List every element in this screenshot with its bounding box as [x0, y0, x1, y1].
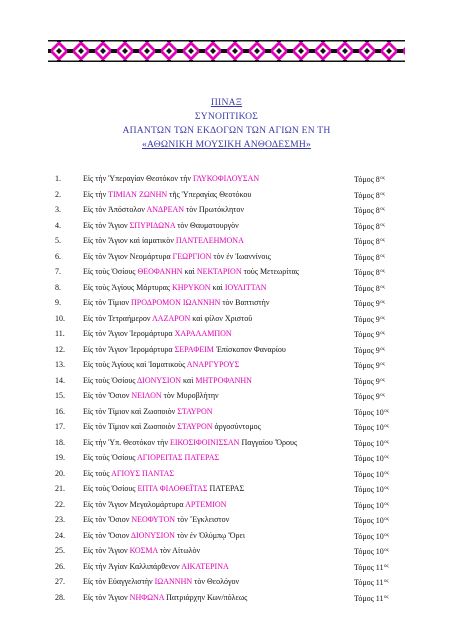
entry-volume-label: Τόμος 8 — [354, 237, 380, 246]
entry-volume — [354, 264, 385, 281]
entry-volume-label: Τόμος 9 — [354, 330, 380, 339]
entry-volume-suffix: ος — [384, 455, 389, 460]
entry-saint-name: ΔΙΟΝΥΣΙΟΝ — [130, 530, 175, 540]
entry-text — [83, 295, 269, 311]
list-item — [0, 528, 453, 544]
entry-volume-suffix: ος — [384, 532, 389, 538]
entry-volume-label: Τόμος 11 — [354, 562, 384, 572]
entry-saint-name: ΑΓΙΟΡΕΙΤΑΣ ΠΑΤΕΡΑΣ — [137, 453, 220, 462]
entry-number: 6. — [55, 251, 61, 261]
entry-saint-name: ΝΗΦΩΝΑ — [129, 592, 165, 602]
entry-text — [83, 357, 239, 373]
entry-number: 24. — [55, 530, 65, 540]
entry-text-part: Εἰς τὸν Ἅγιον — [83, 546, 130, 555]
entry-saint-name: ΙΟΥΛΙΤΤΑΝ — [224, 282, 267, 292]
entry-number: 10. — [55, 313, 65, 323]
entry-volume-label: Τόμος 11 — [354, 578, 384, 587]
list-item — [0, 264, 453, 280]
entry-volume — [354, 249, 385, 266]
list-item — [0, 481, 453, 497]
entry-text-part: τῆς Ὑπεραγίας Θεοτόκου — [167, 189, 252, 199]
entry-volume-suffix: ος — [380, 176, 385, 181]
entry-volume-label: Τόμος 10 — [354, 423, 384, 432]
entry-saint-name: ΣΠΥΡΙΔΩΝΑ — [129, 220, 176, 230]
entry-text-part: Εἰς τὴν Ὑπ. Θεοτόκον τὴν — [83, 437, 170, 447]
list-item — [0, 404, 453, 420]
list-item — [0, 202, 453, 218]
entry-text-part: Εἰς τοὺς Ἁγίους Μάρτυρας — [83, 282, 172, 292]
entry-volume-label: Τόμος 10 — [354, 454, 384, 463]
entry-saint-name: ΙΩΑΝΝΗΝ — [154, 577, 193, 586]
entry-saint-name: ΓΕΩΡΓΙΟΝ — [172, 251, 212, 261]
entry-text-part: Ἐπίσκοπον Φαναρίου — [213, 344, 286, 354]
entry-saint-name: ΚΗΡΥΚΟΝ — [171, 282, 211, 292]
entry-saint-name: ΣΤΑΥΡΟΝ — [177, 406, 213, 416]
entry-volume-suffix: ος — [384, 501, 389, 507]
entry-text-part: ΠΑΤΕΡΑΣ — [207, 484, 245, 493]
entry-text-part: Εἰς τοὺς Ὁσίους — [83, 267, 138, 276]
entry-text-part: καὶ φίλον Χριστοῦ — [190, 313, 253, 323]
entry-text-part: Εἰς τοὺς — [83, 468, 112, 478]
entry-number: 3. — [55, 205, 61, 214]
entry-volume-label: Τόμος 11 — [354, 593, 384, 603]
entry-text — [83, 373, 252, 389]
entry-text-part: Εἰς τὸν Ὅσιον — [83, 530, 131, 540]
entry-text — [83, 311, 252, 327]
entry-text-part: Εἰς τὸν Ἅγιον Ἱερομάρτυρα — [83, 329, 175, 338]
entry-volume-label: Τόμος 9 — [354, 392, 380, 401]
entry-number: 27. — [55, 577, 65, 586]
entry-number: 2. — [55, 189, 61, 199]
entry-text — [83, 404, 213, 420]
entry-text — [83, 326, 232, 342]
list-item — [0, 373, 453, 389]
entry-text — [83, 497, 226, 513]
entry-volume-label: Τόμος 8 — [354, 206, 380, 215]
entry-text-part: Εἰς τὸν Εὐαγγελιστὴν — [83, 577, 155, 586]
title-line-3: ΑΠΑΝΤΩΝ ΤΩΝ ΕΚΔΟΓΩΝ ΤΩΝ ΑΓΙΩΝ ΕΝ ΤΗ — [122, 125, 331, 136]
entry-volume — [354, 512, 389, 529]
entry-volume — [354, 311, 385, 328]
entry-text — [83, 528, 245, 544]
entry-volume — [354, 233, 385, 250]
entry-volume-suffix: ος — [384, 517, 389, 522]
entry-volume — [354, 497, 389, 514]
entry-volume-label: Τόμος 10 — [354, 438, 384, 448]
entry-text — [83, 450, 219, 466]
entry-saint-name: ΛΑΖΑΡΟΝ — [152, 313, 191, 323]
entry-volume-suffix: ος — [380, 207, 385, 212]
entry-volume-suffix: ος — [380, 331, 385, 336]
list-item — [0, 512, 453, 528]
entry-volume-label: Τόμος 10 — [354, 500, 384, 510]
entry-volume-label: Τόμος 10 — [354, 469, 384, 479]
entry-volume-suffix: ος — [380, 300, 385, 305]
entry-volume-suffix: ος — [384, 439, 389, 445]
entry-volume-suffix: ος — [384, 579, 389, 584]
entry-text — [83, 481, 244, 497]
title-line-2: ΣΥΝΟΠΤΙΚΟΣ — [194, 111, 259, 122]
entry-text — [83, 280, 267, 296]
entry-volume — [354, 171, 385, 188]
entry-volume-label: Τόμος 10 — [354, 531, 384, 541]
entry-text — [83, 559, 229, 575]
entry-text-part: τὸν Μυροβλήτην — [161, 391, 219, 400]
list-item — [0, 342, 453, 358]
entry-number: 23. — [55, 515, 65, 524]
entry-volume — [354, 481, 389, 498]
entry-text-part: τὸν Αἰτωλὸν — [157, 546, 201, 555]
entry-text — [83, 342, 286, 358]
entry-number: 4. — [55, 220, 61, 230]
entry-volume — [354, 590, 388, 607]
entry-number: 19. — [55, 453, 65, 462]
entry-volume-label: Τόμος 9 — [354, 376, 380, 386]
entry-text — [83, 171, 259, 187]
entry-number: 20. — [55, 468, 65, 478]
entry-text — [83, 419, 261, 435]
entry-number: 26. — [55, 561, 65, 571]
entry-volume — [354, 295, 385, 312]
entry-text — [83, 187, 251, 203]
entry-text — [83, 466, 174, 482]
list-item — [0, 590, 453, 606]
entry-text-part: Εἰς τὸν Ἅγιον Ἱερομάρτυρα — [83, 344, 175, 354]
list-item — [0, 171, 453, 187]
entry-volume — [354, 435, 389, 452]
entry-text-part: τὸν Θαυματουργὸν — [175, 220, 239, 230]
entry-text-part: τὸν ἐν Ὀλύμπῳ Ὄρει — [174, 530, 246, 540]
entry-saint-name: ΕΠΤΑ ΦΙΛΟΘΕΪΤΑΣ — [137, 484, 208, 493]
entry-text-part: Εἰς τοὺς Ἁγίους καὶ Ἰαματικοὺς — [83, 360, 187, 369]
title-line-4: «ΑΘΩΝΙΚΗ ΜΟΥΣΙΚΗ ΑΝΘΟΔΕΣΜΗ» — [142, 139, 311, 150]
entry-number: 28. — [55, 592, 65, 602]
entry-text-part: Εἰς τὸν Ὅσιον — [83, 391, 132, 400]
entry-number: 5. — [55, 236, 61, 245]
entry-number: 15. — [55, 391, 65, 400]
entry-volume-suffix: ος — [384, 486, 389, 491]
entry-volume-suffix: ος — [384, 594, 389, 600]
entry-volume — [354, 280, 385, 297]
list-item — [0, 187, 453, 203]
entry-number: 8. — [55, 282, 61, 292]
entry-text — [83, 249, 271, 265]
entry-number: 16. — [55, 406, 65, 416]
entry-volume — [354, 326, 385, 343]
entry-volume — [354, 574, 388, 591]
entry-volume-label: Τόμος 8 — [354, 221, 380, 231]
list-item — [0, 249, 453, 265]
entry-text-part: Πατριάρχην Κων/πόλεως — [164, 592, 248, 602]
entry-text — [83, 574, 239, 590]
entry-number: 18. — [55, 437, 65, 447]
entry-saint-name: ΑΓΙΟΥΣ ΠΑΝΤΑΣ — [111, 468, 174, 478]
title-line-1: ΠΙΝΑΞ — [210, 97, 243, 108]
entry-number: 14. — [55, 375, 65, 385]
entry-volume — [354, 373, 385, 390]
entry-saint-name: ΜΗΤΡΟΦΑΝΗΝ — [195, 375, 252, 385]
entry-text-part: τὸν Πρωτόκλητον — [184, 205, 244, 214]
entry-text-part: Εἰς τὸν Ἅγιον καὶ ἰαματικὸν — [83, 236, 176, 245]
list-item — [0, 435, 453, 451]
entry-volume-suffix: ος — [380, 393, 385, 398]
entry-text-part: Εἰς τὴν Ἁγίαν Καλλιπάρθενον — [83, 561, 182, 571]
list-item — [0, 357, 453, 373]
entry-text-part: Εἰς τὴν Ὑπεραγίαν Θεοτόκον τὴν — [83, 174, 194, 183]
entry-number: 11. — [55, 329, 65, 338]
entry-volume-label: Τόμος 8 — [354, 175, 380, 184]
entry-volume — [354, 388, 385, 405]
entry-volume-label: Τόμος 9 — [354, 299, 380, 308]
entry-text-part: Εἰς τοὺς Ὁσίους — [83, 375, 138, 385]
entry-text-part: Εἰς τὸν Ἅγιον Μεγαλομάρτυρα — [83, 499, 186, 509]
list-item — [0, 497, 453, 513]
entry-text-part: Εἰς τοὺς Ὁσίους — [83, 484, 138, 493]
entry-text-part: τὸν Βαπτιστὴν — [220, 298, 270, 307]
entry-text-part: τὸν Ἔγκλειστον — [175, 515, 230, 524]
entry-saint-name: ΤΙΜΙΑΝ ΖΩΝΗΝ — [108, 189, 168, 199]
entry-saint-name: ΑΡΤΕΜΙΟΝ — [185, 499, 227, 509]
entry-volume-suffix: ος — [380, 315, 385, 321]
entry-saint-name: ΝΕΚΤΑΡΙΟΝ — [196, 267, 242, 276]
entry-number: 1. — [55, 174, 61, 183]
entry-number: 12. — [55, 344, 65, 354]
entry-volume-label: Τόμος 9 — [354, 314, 380, 324]
entry-volume-label: Τόμος 8 — [354, 190, 380, 200]
entry-saint-name: ΣΕΡΑΦΕΙΜ — [174, 344, 214, 354]
entry-text-part: Εἰς τοὺς Ὁσίους — [83, 453, 138, 462]
entry-number: 21. — [55, 484, 65, 493]
entry-text-part: Εἰς τὸν Ἅγιον Νεομάρτυρα — [83, 251, 173, 261]
entry-text-part: Εἰς τὸν Τίμιον καὶ Ζωοποιὸν — [83, 422, 178, 431]
entry-volume-label: Τόμος 9 — [354, 361, 380, 370]
document-title — [0, 96, 453, 152]
entry-volume-suffix: ος — [380, 238, 385, 243]
entry-text-part: τὸν ἐν Ἰωαννίνοις — [211, 251, 271, 261]
entry-volume — [354, 419, 389, 436]
entry-volume — [354, 342, 385, 359]
list-item — [0, 388, 453, 404]
list-item — [0, 466, 453, 482]
entry-text-part: Εἰς τὸν Ἀπόστολον — [83, 205, 147, 214]
entry-volume — [354, 404, 389, 421]
entry-volume — [354, 450, 389, 467]
entry-volume-suffix: ος — [380, 362, 385, 367]
list-item — [0, 559, 453, 575]
entry-saint-name: ΘΕΟΦΑΝΗΝ — [137, 267, 183, 276]
entry-number: 25. — [55, 546, 65, 555]
entry-text-part: καὶ — [181, 375, 196, 385]
entry-number: 9. — [55, 298, 61, 307]
entry-text — [83, 388, 219, 404]
list-item — [0, 311, 453, 327]
entry-text — [83, 202, 244, 218]
list-item — [0, 419, 453, 435]
entry-volume-label: Τόμος 8 — [354, 268, 380, 277]
entry-volume-suffix: ος — [384, 424, 389, 429]
entry-text-part: ἀργοσύντομος — [212, 422, 261, 431]
list-item — [0, 450, 453, 466]
entry-saint-name: ΑΙΚΑΤΕΡΙΝΑ — [181, 561, 229, 571]
list-item — [0, 280, 453, 296]
list-item — [0, 543, 453, 559]
entry-text-part: Εἰς τὸν Ὅσιον — [83, 515, 132, 524]
entry-volume-suffix: ος — [380, 346, 385, 352]
entry-volume-label: Τόμος 10 — [354, 485, 384, 494]
entry-volume — [354, 466, 389, 483]
entry-text-part: τοὺς Μετεωρίτας — [241, 267, 299, 276]
entry-saint-name: ΑΝΑΡΓΥΡΟΥΣ — [186, 360, 240, 369]
entry-saint-name: ΚΟΣΜΑ — [129, 546, 158, 555]
entry-volume-suffix: ος — [384, 548, 389, 553]
entry-text-part: τὸν Θεολόγον — [192, 577, 240, 586]
entry-text — [83, 264, 299, 280]
entry-number: 22. — [55, 499, 65, 509]
entry-text — [83, 543, 200, 559]
entry-volume — [354, 559, 388, 576]
entry-text-part: Εἰς τὸν Τετραήμερον — [83, 313, 152, 323]
entry-volume-suffix: ος — [384, 408, 389, 414]
entry-text — [83, 435, 297, 451]
entry-volume — [354, 187, 385, 204]
entry-saint-name: ΠΡΟΔΡΟΜΟΝ ΙΩΑΝΝΗΝ — [131, 298, 221, 307]
entry-volume-suffix: ος — [380, 222, 385, 228]
entry-text-part: καὶ — [210, 282, 225, 292]
list-item — [0, 295, 453, 311]
entry-volume-suffix: ος — [380, 284, 385, 290]
list-item — [0, 218, 453, 234]
entry-saint-name: ΝΕΟΦΥΤΟΝ — [131, 515, 176, 524]
entry-volume-suffix: ος — [380, 191, 385, 197]
entry-volume-suffix: ος — [384, 470, 389, 476]
entry-saint-name: ΕΙΚΟΣΙΦΟΙΝΙΣΣΑΝ — [169, 437, 240, 447]
list-item — [0, 233, 453, 249]
entry-volume-suffix: ος — [380, 377, 385, 383]
entry-volume-suffix: ος — [380, 269, 385, 274]
entry-volume — [354, 218, 385, 235]
entry-text-part: Εἰς τὸν Τίμιον καὶ Ζωοποιὸν — [83, 406, 178, 416]
entry-volume-suffix: ος — [384, 563, 389, 569]
entry-volume — [354, 528, 389, 545]
entry-volume-label: Τόμος 10 — [354, 547, 384, 556]
entry-text — [83, 233, 244, 249]
entry-saint-name: ΧΑΡΑΛΑΜΠΟΝ — [174, 329, 232, 338]
entry-number: 13. — [55, 360, 65, 369]
entry-text-part: Εἰς τὸν Ἅγιον — [83, 592, 130, 602]
entry-saint-name: ΝΕΙΛΟΝ — [131, 391, 162, 400]
list-item — [0, 326, 453, 342]
entry-volume — [354, 543, 389, 560]
entry-text — [83, 512, 229, 528]
entry-volume — [354, 202, 385, 219]
entry-volume-label: Τόμος 8 — [354, 283, 380, 293]
entry-text-part: Εἰς τὴν — [83, 189, 109, 199]
entry-text-part: Εἰς τὸν Τίμιον — [83, 298, 131, 307]
entry-volume-label: Τόμος 8 — [354, 252, 380, 262]
entry-text-part: Εἰς τὸν Ἅγιον — [83, 220, 130, 230]
entry-volume-label: Τόμος 9 — [354, 345, 380, 355]
entry-text — [83, 218, 239, 234]
entry-saint-name: ΑΝΔΡΕΑΝ — [146, 205, 185, 214]
entry-saint-name: ΣΤΑΥΡΟΝ — [177, 422, 213, 431]
entry-text-part: καὶ — [182, 267, 197, 276]
entry-text — [83, 590, 247, 606]
list-item — [0, 574, 453, 590]
entry-text-part: Παγγαίου Ὄρους — [239, 437, 298, 447]
entry-volume-suffix: ος — [380, 253, 385, 259]
entry-saint-name: ΠΑΝΤΕΛΕΗΜΟΝΑ — [175, 236, 244, 245]
entry-saint-name: ΓΛΥΚΟΦΙΛΟΥΣΑΝ — [193, 174, 260, 183]
entry-volume — [354, 357, 385, 374]
entry-number: 17. — [55, 422, 65, 431]
ornamental-border-icon — [48, 40, 405, 62]
entry-saint-name: ΔΙΟΝΥΣΙΟΝ — [137, 375, 182, 385]
entry-volume-label: Τόμος 10 — [354, 407, 384, 417]
entry-number: 7. — [55, 267, 61, 276]
entry-volume-label: Τόμος 10 — [354, 516, 384, 525]
